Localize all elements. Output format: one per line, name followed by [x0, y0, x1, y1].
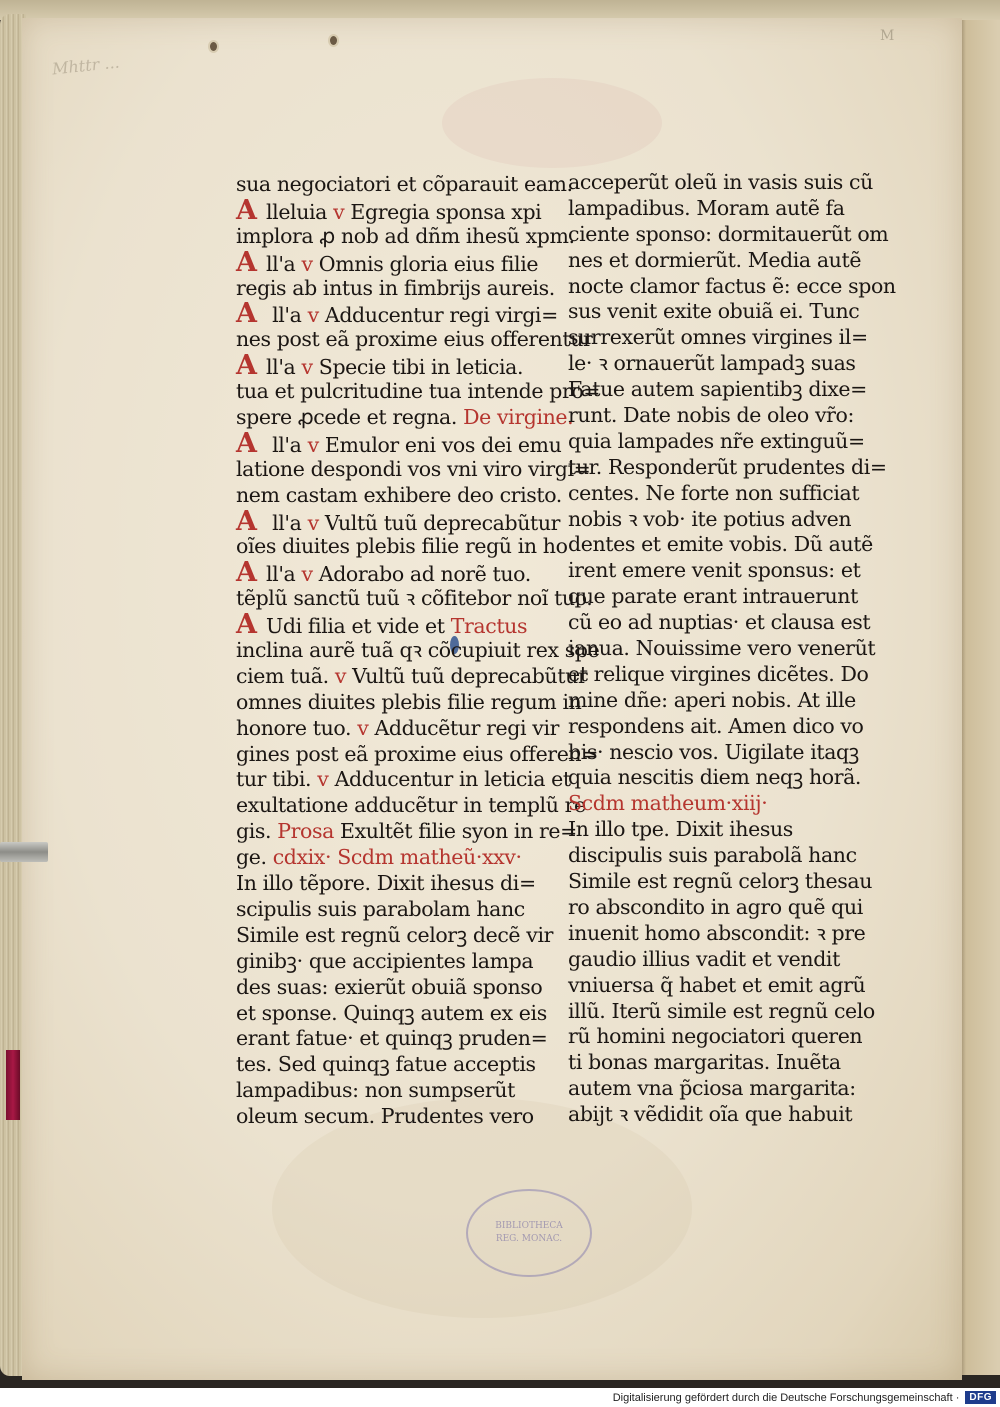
text-line	[568, 351, 868, 377]
text-segment: Omnis gloria eius filie	[312, 251, 539, 276]
text-segment: gines post eã proxime eius offeren=	[236, 741, 599, 766]
text-segment: rũ homini negociatori queren	[568, 1024, 863, 1049]
text-line	[236, 246, 566, 278]
text-line	[236, 586, 593, 612]
text-line	[568, 584, 868, 610]
text-segment: gis.	[236, 819, 278, 844]
text-line	[236, 557, 566, 589]
text-segment: Specie tibi in leticia.	[312, 355, 524, 380]
text-line	[568, 662, 868, 688]
text-line	[236, 194, 566, 226]
text-segment: Simile est regnũ celorꝫ decẽ vir	[236, 922, 554, 947]
rubricated-initial: A	[236, 505, 257, 537]
text-segment: nobis ꝛ vob· ite potius adven	[568, 506, 852, 531]
text-segment: ciem tuã.	[236, 663, 335, 688]
text-line	[568, 196, 868, 222]
text-segment: quia nescitis diem neqꝫ horã.	[568, 765, 862, 790]
text-segment: spere ꝓcede et regna.	[236, 405, 464, 430]
text-line	[568, 429, 868, 455]
text-segment: lampadibus: non sumpserũt	[236, 1078, 515, 1103]
text-line	[236, 379, 601, 405]
text-segment: ll'a	[266, 355, 302, 380]
text-segment: nes post eã proxime eius offerentur	[236, 327, 593, 352]
text-segment: bis· nescio vos. Uigilate itaqꝫ	[568, 739, 859, 764]
text-line	[568, 921, 868, 947]
rubric-text: v	[357, 715, 369, 740]
text-line	[568, 636, 876, 662]
text-segment: Udi filia et vide et	[266, 614, 451, 639]
text-line	[236, 456, 591, 483]
text-line	[568, 454, 887, 481]
text-line	[568, 740, 868, 766]
text-line	[236, 975, 566, 1001]
text-line	[568, 558, 868, 584]
text-line	[568, 507, 868, 533]
text-segment: tua et pulcritudine tua intende pro=	[236, 379, 601, 404]
text-line	[568, 895, 868, 921]
text-segment: lampadibus. Moram autẽ fa	[568, 195, 845, 220]
text-segment: mine dñe: aperi nobis. At ille	[568, 687, 856, 712]
text-line	[236, 716, 566, 742]
text-line	[236, 741, 599, 768]
rubric-text: v	[301, 562, 313, 587]
facing-page-edge	[958, 20, 1000, 1375]
rubric-text: v	[301, 251, 313, 276]
text-line	[236, 172, 573, 198]
text-segment: autem vna p̃ciosa margarita:	[568, 1076, 856, 1101]
text-line	[568, 1024, 868, 1050]
rubricated-initial: A	[236, 557, 257, 589]
text-line	[236, 1052, 566, 1078]
text-line	[236, 819, 577, 845]
rubric-text: v	[307, 432, 319, 457]
text-segment: illũ. Iterũ simile est regnũ celo	[568, 998, 875, 1023]
text-segment: sus venit exite obuiã ei. Tunc	[568, 299, 860, 324]
text-line	[568, 248, 868, 274]
rubric-text: v	[301, 355, 313, 380]
text-line	[568, 998, 875, 1025]
text-segment: Fatue autem sapientibꝫ dixe=	[568, 377, 867, 402]
text-line	[568, 481, 868, 507]
text-line	[568, 765, 868, 791]
text-segment: nes et dormierũt. Media autẽ	[568, 247, 862, 272]
text-line	[236, 505, 566, 537]
text-line	[236, 298, 566, 330]
text-line	[236, 1001, 566, 1027]
rubricated-initial: A	[236, 427, 257, 459]
text-segment: ll'a	[266, 510, 308, 535]
text-segment: omnes diuites plebis filie regum in	[236, 689, 582, 714]
text-segment: sua negociatori et cõparauit eam.	[236, 172, 573, 196]
text-segment: tur tibi.	[236, 767, 318, 792]
text-line	[568, 791, 868, 817]
text-line	[236, 871, 566, 897]
text-segment: Adducentur regi virgi=	[318, 303, 558, 328]
text-line	[568, 973, 868, 999]
text-line	[236, 223, 575, 250]
pinhole	[330, 36, 337, 45]
text-segment: centes. Ne forte non sufficiat	[568, 480, 860, 505]
text-segment: Egregia sponsa xpi	[344, 199, 542, 224]
text-line	[236, 609, 566, 641]
stain	[442, 78, 662, 168]
text-segment: tes. Sed quinqꝫ fatue acceptis	[236, 1052, 536, 1077]
rubric-text: Prosa	[277, 819, 334, 844]
library-stamp	[466, 1189, 592, 1277]
book-clasp	[0, 842, 48, 862]
text-segment: vniuersa q̃ habet et emit agrũ	[568, 972, 866, 997]
rubric-text: cdxix· Scdm matheũ·xxv·	[272, 845, 522, 870]
text-segment: surrexerũt omnes virgines il=	[568, 325, 868, 350]
text-segment: des suas: exierũt obuiã sponso	[236, 974, 543, 999]
text-segment: que parate erant intrauerunt	[568, 584, 858, 609]
text-segment: scipulis suis parabolam hanc	[236, 896, 525, 921]
text-segment: In illo tẽpore. Dixit ihesus di=	[236, 871, 536, 896]
text-segment: Adducẽtur regi vir	[368, 715, 559, 740]
text-segment: ginibꝫ· que accipientes lampa	[236, 948, 534, 973]
text-line	[568, 869, 873, 895]
text-line	[236, 897, 566, 923]
text-line	[568, 714, 868, 740]
text-line	[568, 610, 871, 636]
footer-bar	[0, 1388, 1000, 1407]
text-line	[568, 1076, 868, 1102]
text-segment: nem castam exhibere deo cristo.	[236, 482, 562, 507]
text-segment: Emulor eni vos dei emu	[318, 432, 562, 457]
text-segment: Exultẽt filie syon in re=	[333, 819, 577, 844]
rubric-text: De virgine.	[463, 405, 574, 430]
text-segment: oleum secum. Prudentes vero	[236, 1104, 534, 1129]
text-segment: regis ab intus in fimbrijs aureis.	[236, 275, 555, 300]
text-line	[236, 638, 600, 664]
text-segment: ll'a	[266, 303, 308, 328]
text-segment: ti bonas margaritas. Inuẽta	[568, 1050, 841, 1075]
text-line	[568, 403, 868, 429]
rubricated-initial: A	[236, 350, 257, 382]
rubricated-initial: A	[236, 298, 257, 330]
text-segment: discipulis suis parabolã hanc	[568, 843, 857, 868]
text-line	[568, 1050, 868, 1076]
text-segment: et relique virgines dicẽtes. Do	[568, 661, 869, 686]
text-segment: ro abscondito in agro quẽ qui	[568, 894, 863, 919]
text-line	[236, 327, 593, 353]
bookmark-ribbon	[6, 1050, 20, 1120]
dfg-logo: DFG	[965, 1391, 996, 1404]
pinhole	[210, 42, 217, 51]
text-segment: implora ꝓ nob ad dñm ihesũ xpm.	[236, 223, 575, 248]
text-segment: latione despondi vos vni viro virgi=	[236, 456, 591, 481]
text-line	[568, 299, 868, 325]
text-column-left	[236, 172, 601, 1130]
text-line	[236, 483, 566, 509]
folio-mark: M	[880, 28, 895, 44]
text-segment: et sponse. Quinqꝫ autem ex eis	[236, 1000, 547, 1025]
text-segment: ge.	[236, 845, 273, 870]
rubric-text: v	[333, 199, 345, 224]
text-segment: tẽplũ sanctũ tuũ ꝛ cõfitebor noĩ tuo.	[236, 586, 593, 611]
rubric-text: v	[307, 510, 319, 535]
text-line	[568, 947, 868, 973]
text-line	[568, 817, 868, 843]
text-segment: Adorabo ad norẽ tuo.	[312, 562, 531, 587]
rubric-text: Tractus	[450, 614, 528, 639]
text-segment: In illo tpe. Dixit ihesus	[568, 817, 793, 842]
rubric-text: v	[317, 767, 329, 792]
text-line	[236, 1078, 566, 1104]
text-line	[236, 1026, 566, 1052]
text-column-right	[568, 170, 896, 1128]
text-segment: lleluia	[266, 199, 334, 224]
stamp-line: REG. MONAC.	[495, 1234, 563, 1244]
text-segment: quia lampades nr̃e extinguũ=	[568, 428, 865, 453]
text-segment: erant fatue· et quinqꝫ pruden=	[236, 1026, 548, 1051]
text-line	[568, 1102, 868, 1128]
rubricated-initial: A	[236, 609, 257, 641]
text-segment: honore tuo.	[236, 715, 358, 740]
text-line	[568, 273, 896, 300]
text-segment: Adducentur in leticia et	[328, 767, 571, 792]
text-line	[236, 949, 566, 975]
rubricated-initial: A	[236, 194, 257, 226]
text-line	[568, 843, 868, 869]
text-segment: tur. Responderũt prudentes di=	[568, 454, 887, 479]
text-line	[568, 377, 868, 403]
marginal-note: Mhttr ...	[51, 52, 121, 79]
text-segment: dentes et emite vobis. Dũ autẽ	[568, 532, 873, 557]
text-segment: respondens ait. Amen dico vo	[568, 713, 864, 738]
text-segment: le· ꝛ ornauerũt lampadꝫ suas	[568, 351, 856, 376]
text-segment: acceperũt oleũ in vasis suis cũ	[568, 170, 873, 194]
text-line	[236, 534, 566, 560]
text-line	[568, 325, 868, 351]
text-segment: exultatione adducẽtur in templũ re	[236, 793, 586, 818]
text-segment: Simile est regnũ celorꝫ thesau	[568, 869, 873, 894]
text-line	[236, 405, 574, 431]
text-line	[568, 688, 868, 714]
text-line	[568, 221, 889, 248]
text-segment: Vultũ tuũ deprecabũtur	[346, 663, 588, 688]
book-top-edge	[0, 0, 1000, 20]
text-segment: oĩes diuites plebis filie regũ in ho	[236, 534, 568, 559]
text-line	[236, 793, 586, 819]
text-segment: abijt ꝛ vẽdidit oĩa que habuit	[568, 1102, 853, 1127]
text-segment: irent emere venit sponsus: et	[568, 558, 861, 583]
text-segment: nocte clamor factus ẽ: ecce spon	[568, 273, 896, 298]
rubric-text: v	[307, 303, 319, 328]
footer-credit: Digitalisierung gefördert durch die Deutsche Forschungsgemeinschaft ·	[612, 1391, 960, 1404]
text-segment: ianua. Nouissime vero venerũt	[568, 636, 876, 661]
rubric-text: Scdm matheum·xiij·	[568, 791, 768, 816]
text-line	[236, 350, 566, 382]
text-segment: ll'a	[266, 562, 302, 587]
text-line	[236, 276, 566, 302]
text-line	[236, 427, 566, 459]
text-segment: inuenit homo abscondit: ꝛ pre	[568, 920, 866, 945]
text-segment: inclina aurẽ tuã qꝛ cõcupiuit rex spe	[236, 638, 600, 663]
rubric-text: v	[334, 663, 347, 688]
text-segment: ll'a	[266, 251, 302, 276]
text-segment: cũ eo ad nuptias· et clausa est	[568, 610, 871, 635]
text-segment: gaudio illius vadit et vendit	[568, 946, 840, 971]
text-line	[236, 923, 566, 949]
text-segment: ll'a	[266, 432, 308, 457]
text-segment: ciente sponso: dormitauerũt om	[568, 221, 889, 246]
text-line	[236, 767, 571, 793]
rubricated-initial: A	[236, 246, 257, 278]
stamp-line: BIBLIOTHECA	[495, 1221, 563, 1231]
text-segment: runt. Date nobis de oleo vr̃o:	[568, 403, 854, 428]
text-line	[236, 689, 582, 716]
text-line	[568, 170, 873, 196]
text-line	[236, 845, 566, 871]
text-line	[236, 663, 588, 690]
text-line	[568, 532, 873, 558]
text-line	[236, 1104, 566, 1130]
text-segment: Vultũ tuũ deprecabũtur	[318, 510, 561, 535]
